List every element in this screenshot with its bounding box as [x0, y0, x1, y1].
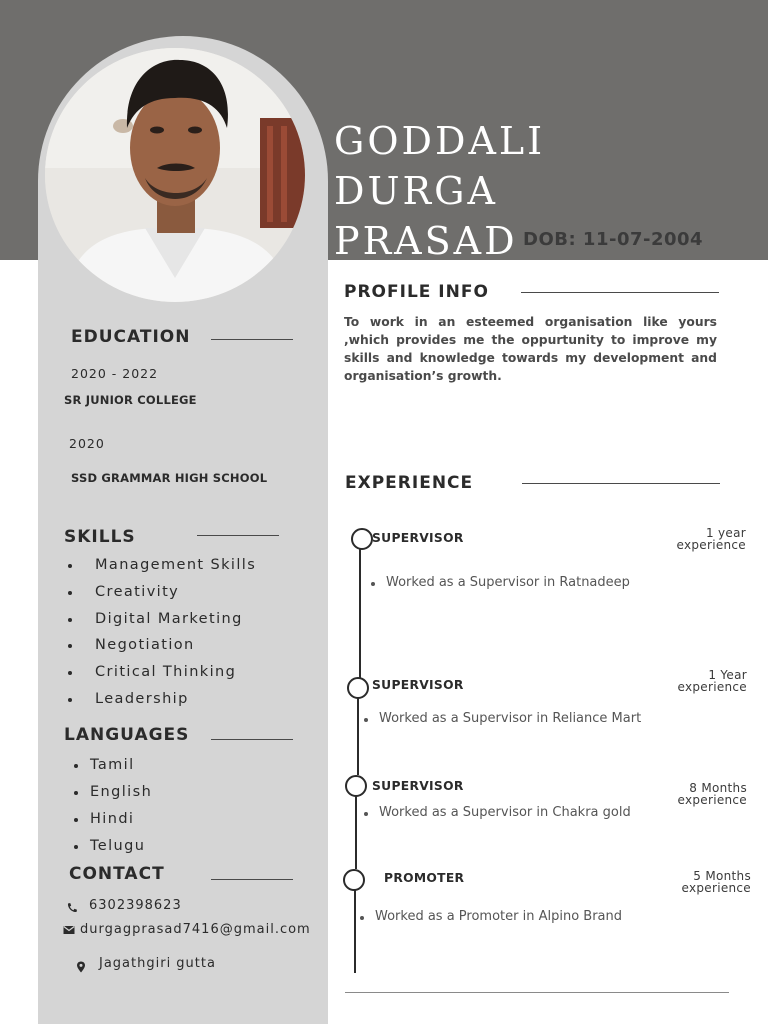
contact-email[interactable]: durgagprasad7416@gmail.com	[80, 922, 311, 937]
skill-item: Leadership	[64, 686, 256, 713]
job-duration-3	[677, 782, 747, 806]
job-duration-value: 5 Months	[693, 869, 751, 883]
languages-list	[74, 752, 152, 860]
job-title-4: PROMOTER	[384, 871, 465, 885]
job-title-2: SUPERVISOR	[372, 678, 464, 692]
education-divider	[211, 339, 293, 340]
language-item: English	[74, 779, 152, 806]
skill-item: Digital Marketing	[64, 606, 256, 633]
skill-item: Critical Thinking	[64, 659, 256, 686]
skills-heading: SKILLS	[64, 527, 136, 547]
job-duration-label: experience	[677, 680, 747, 694]
timeline-line	[355, 795, 357, 869]
timeline-node	[351, 528, 373, 550]
job-duration-label: experience	[676, 538, 746, 552]
job-description-2: Worked as a Supervisor in Reliance Mart	[364, 711, 641, 726]
bottom-divider	[345, 992, 729, 993]
job-description-3: Worked as a Supervisor in Chakra gold	[364, 805, 631, 820]
education-school-2: SSD GRAMMAR HIGH SCHOOL	[71, 471, 268, 485]
full-name	[334, 116, 545, 266]
name-line-middle: DURGA	[334, 169, 498, 213]
job-title-3: SUPERVISOR	[372, 779, 464, 793]
job-duration-label: experience	[677, 793, 747, 807]
contact-address: Jagathgiri gutta	[99, 956, 216, 971]
job-description-1: Worked as a Supervisor in Ratnadeep	[371, 575, 630, 590]
skills-list	[64, 552, 256, 713]
job-duration-label: experience	[681, 881, 751, 895]
timeline-node	[345, 775, 367, 797]
timeline-node	[343, 869, 365, 891]
job-duration-value: 8 Months	[689, 781, 747, 795]
job-title-1: SUPERVISOR	[372, 531, 464, 545]
profile-photo-illustration	[45, 48, 305, 302]
contact-divider	[211, 879, 293, 880]
language-item: Telugu	[74, 833, 152, 860]
profile-heading: PROFILE INFO	[344, 282, 489, 302]
timeline-line	[354, 889, 356, 973]
contact-heading: CONTACT	[69, 864, 165, 884]
job-description-4: Worked as a Promoter in Alpino Brand	[360, 909, 622, 924]
profile-summary: To work in an esteemed organisation like yours ,which provides me the oppurtunity to improve my skills and knowledge towards my development and organisation’s growth.	[344, 315, 717, 383]
skill-item: Management Skills	[64, 552, 256, 579]
skill-item: Creativity	[64, 579, 256, 606]
name-line-last: PRASAD	[334, 219, 518, 263]
mail-icon	[63, 924, 75, 936]
timeline-line	[357, 697, 359, 775]
job-duration-1	[676, 527, 746, 551]
languages-heading: LANGUAGES	[64, 725, 190, 745]
profile-divider	[521, 292, 719, 293]
job-duration-4	[681, 870, 751, 894]
experience-heading: EXPERIENCE	[345, 473, 474, 493]
education-years-2: 2020	[69, 436, 105, 451]
skill-item: Negotiation	[64, 632, 256, 659]
experience-divider	[522, 483, 720, 484]
education-years-1: 2020 - 2022	[71, 366, 159, 381]
job-duration-2	[677, 669, 747, 693]
language-item: Tamil	[74, 752, 152, 779]
skills-divider	[197, 535, 279, 536]
job-duration-value: 1 Year	[708, 668, 747, 682]
job-duration-value: 1 year	[705, 526, 746, 540]
name-line-first: GODDALI	[334, 119, 546, 163]
contact-phone[interactable]: 6302398623	[89, 898, 182, 913]
location-pin-icon	[75, 961, 87, 973]
languages-divider	[211, 739, 293, 740]
timeline-line	[359, 548, 361, 678]
timeline-node	[347, 677, 369, 699]
language-item: Hindi	[74, 806, 152, 833]
education-heading: EDUCATION	[71, 327, 191, 347]
education-school-1: SR JUNIOR COLLEGE	[64, 393, 197, 407]
date-of-birth: DOB: 11-07-2004	[523, 229, 704, 250]
profile-photo	[45, 48, 305, 302]
phone-icon	[66, 902, 78, 914]
